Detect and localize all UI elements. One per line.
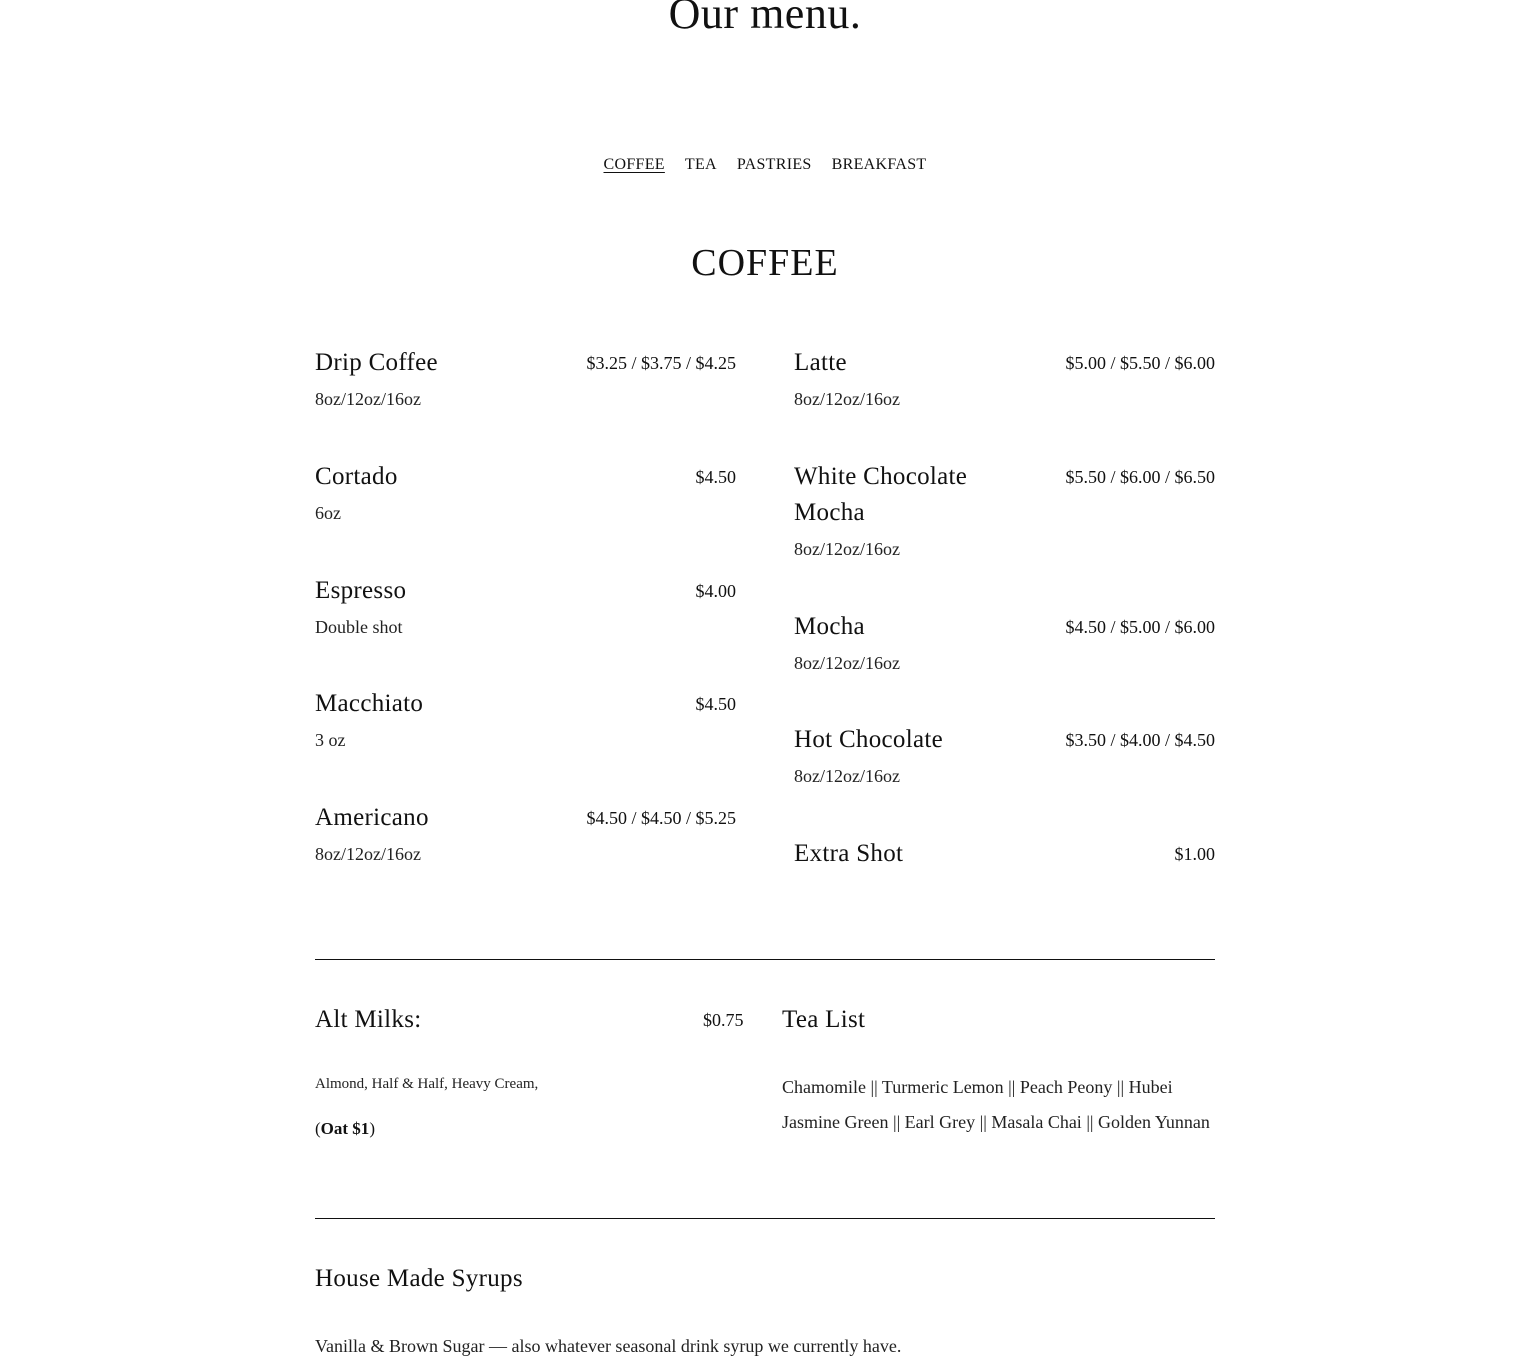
item-description: 8oz/12oz/16oz [794, 653, 900, 673]
menu-item [794, 836, 1215, 872]
menu-item [315, 345, 736, 411]
item-name: Espresso [315, 577, 407, 604]
item-name: Drip Coffee [315, 349, 438, 376]
menu-item [315, 459, 736, 525]
item-price: $1.00 [1174, 844, 1215, 864]
divider [315, 959, 1215, 960]
item-price: $4.50 [695, 467, 736, 487]
item-price: $3.25 / $3.75 / $4.25 [586, 353, 736, 373]
item-description: 8oz/12oz/16oz [794, 766, 900, 786]
alt-milks-title: Alt Milks: [315, 1006, 422, 1033]
item-name: Hot Chocolate [794, 726, 944, 753]
oat-close-paren: ) [369, 1119, 375, 1138]
item-price: $4.50 / $4.50 / $5.25 [586, 808, 736, 828]
section-heading: COFFEE [691, 242, 839, 284]
menu-tabs [0, 154, 1530, 176]
item-price: $5.00 / $5.50 / $6.00 [1065, 353, 1215, 373]
menu-item [315, 686, 736, 752]
syrups-text: Vanilla & Brown Sugar — also whatever seasonal drink syrup we currently have. [315, 1336, 902, 1356]
menu-item [794, 609, 1215, 675]
alt-milks-options: Almond, Half & Half, Heavy Cream, [315, 1076, 539, 1092]
tab-pastries[interactable]: PASTRIES [736, 156, 812, 173]
tab-coffee[interactable]: COFFEE [603, 156, 665, 173]
tea-list-title: Tea List [782, 1006, 866, 1033]
oat-milk-label: Oat $1 [320, 1119, 370, 1138]
tab-breakfast[interactable]: BREAKFAST [831, 156, 927, 173]
item-price: $3.50 / $4.00 / $4.50 [1065, 730, 1215, 750]
item-name: Extra Shot [794, 840, 904, 867]
item-price: $4.00 [695, 581, 736, 601]
oat-open-paren: ( [315, 1119, 321, 1138]
menu-item [315, 800, 736, 866]
menu-item [794, 459, 1215, 561]
page-title: Our menu. [668, 0, 862, 38]
tea-list-text: Chamomile || Turmeric Lemon || Peach Peony || Hubei Jasmine Green || Earl Grey || Masala Chai || Golden Yunnan [782, 1077, 1210, 1132]
item-description: 8oz/12oz/16oz [794, 539, 900, 559]
item-description: 8oz/12oz/16oz [794, 389, 900, 409]
item-description: Double shot [315, 617, 403, 637]
item-name: Cortado [315, 463, 398, 490]
item-name: White Chocolate Mocha [794, 463, 968, 526]
divider [315, 1218, 1215, 1219]
alt-milks-price: $0.75 [703, 1010, 744, 1030]
item-description: 6oz [315, 503, 341, 523]
item-name: Macchiato [315, 690, 424, 717]
menu-item [315, 573, 736, 639]
item-name: Americano [315, 804, 429, 831]
item-description: 8oz/12oz/16oz [315, 389, 421, 409]
item-price: $5.50 / $6.00 / $6.50 [1065, 467, 1215, 487]
item-description: 3 oz [315, 730, 346, 750]
item-price: $4.50 / $5.00 / $6.00 [1065, 617, 1215, 637]
menu-item [794, 722, 1215, 788]
tab-tea[interactable]: TEA [684, 156, 717, 173]
item-description: 8oz/12oz/16oz [315, 844, 421, 864]
menu-item [794, 345, 1215, 411]
item-name: Mocha [794, 613, 865, 640]
item-price: $4.50 [695, 694, 736, 714]
item-name: Latte [794, 349, 847, 376]
oat-milk-note [315, 1118, 375, 1140]
syrups-title: House Made Syrups [315, 1265, 523, 1292]
